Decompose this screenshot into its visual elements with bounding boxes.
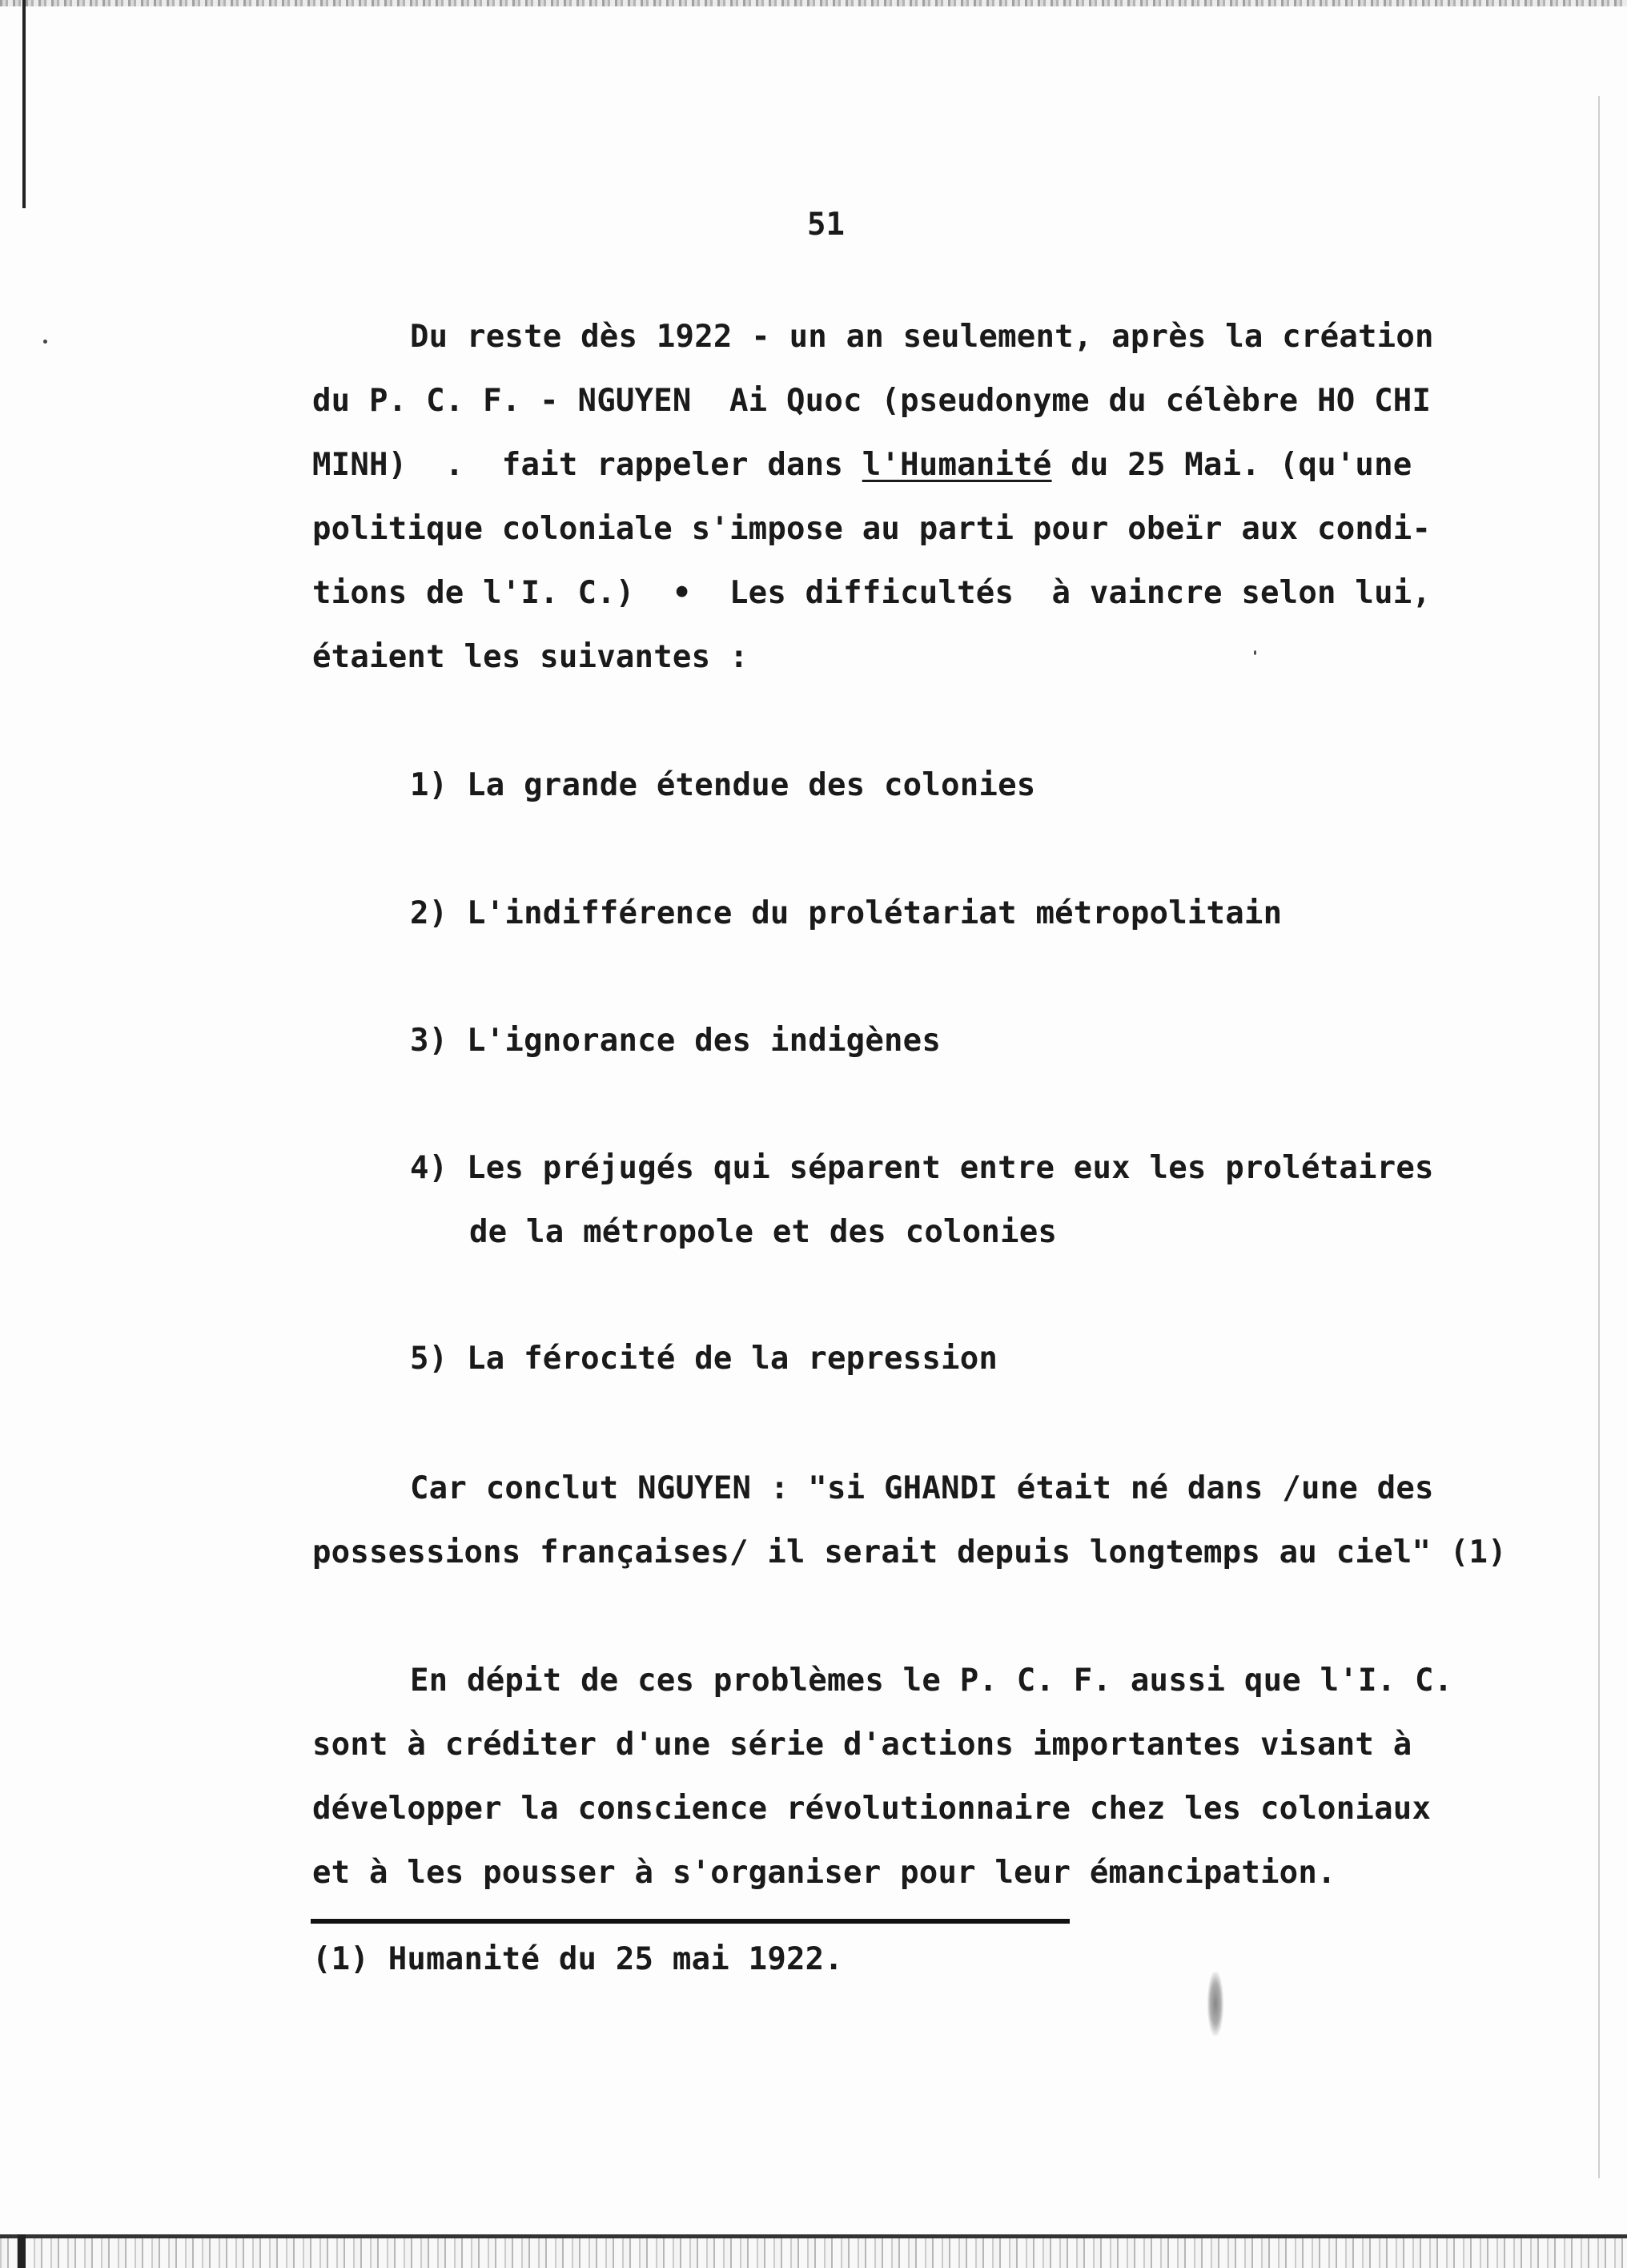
paragraph-1-line-5: tions de l'I. C.) • Les difficultés à vaincre selon lui,: [312, 575, 1432, 611]
list-item-2: 2) L'indifférence du prolétariat métropolitain: [410, 895, 1283, 931]
paragraph-1-line-2: du P. C. F. - NGUYEN Ai Quoc (pseudonyme du célèbre HO CHI: [312, 383, 1432, 419]
scan-edge-right: [1598, 96, 1600, 2178]
list-item-5: 5) La férocité de la repression: [410, 1341, 998, 1377]
paragraph-1-line-3-end: du 25 Mai. (qu'une: [1051, 447, 1412, 483]
paragraph-1-line-1: Du reste dès 1922 - un an seulement, après la création: [410, 319, 1434, 355]
paragraph-1-line-6: étaient les suivantes :: [312, 639, 749, 675]
list-item-3: 3) L'ignorance des indigènes: [410, 1023, 942, 1059]
list-item-4: 4) Les préjugés qui séparent entre eux les prolétaires: [410, 1150, 1434, 1186]
footnote: (1) Humanité du 25 mai 1922.: [312, 1941, 844, 1977]
scan-smudge: [1207, 1972, 1223, 2036]
list-item-1: 1) La grande étendue des colonies: [410, 767, 1036, 803]
list-item-4-continuation: de la métropole et des colonies: [469, 1214, 1058, 1250]
paragraph-1-line-3: [312, 447, 1412, 484]
paragraph-3-line-3: développer la conscience révolutionnaire chez les coloniaux: [312, 1791, 1432, 1827]
footnote-separator: [311, 1919, 1070, 1924]
scan-edge-bottom-mark: [18, 2234, 26, 2268]
scan-edge-top: [0, 0, 1627, 6]
page-number: 51: [807, 207, 845, 243]
paragraph-3-line-2: sont à créditer d'une série d'actions importantes visant à: [312, 1727, 1412, 1763]
scan-speck: [1254, 650, 1256, 655]
paragraph-1-line-4: politique coloniale s'impose au parti pour obeïr aux condi-: [312, 511, 1432, 547]
scan-edge-bottom: [0, 2238, 1627, 2268]
quote-paragraph-line-2: possessions françaises/ il serait depuis longtemps au ciel" (1): [312, 1534, 1507, 1570]
paragraph-3-line-1: En dépit de ces problèmes le P. C. F. aussi que l'I. C.: [410, 1663, 1453, 1699]
newspaper-title-humanite: l'Humanité: [862, 447, 1052, 483]
quote-paragraph-line-1: Car conclut NGUYEN : "si GHANDI était né dans /une des: [410, 1470, 1434, 1506]
scan-edge-left: [22, 0, 26, 208]
scan-speck: [43, 340, 47, 344]
paragraph-1-line-3-start: MINH) . fait rappeler dans: [312, 447, 862, 483]
paragraph-3-line-4: et à les pousser à s'organiser pour leur émancipation.: [312, 1855, 1336, 1891]
